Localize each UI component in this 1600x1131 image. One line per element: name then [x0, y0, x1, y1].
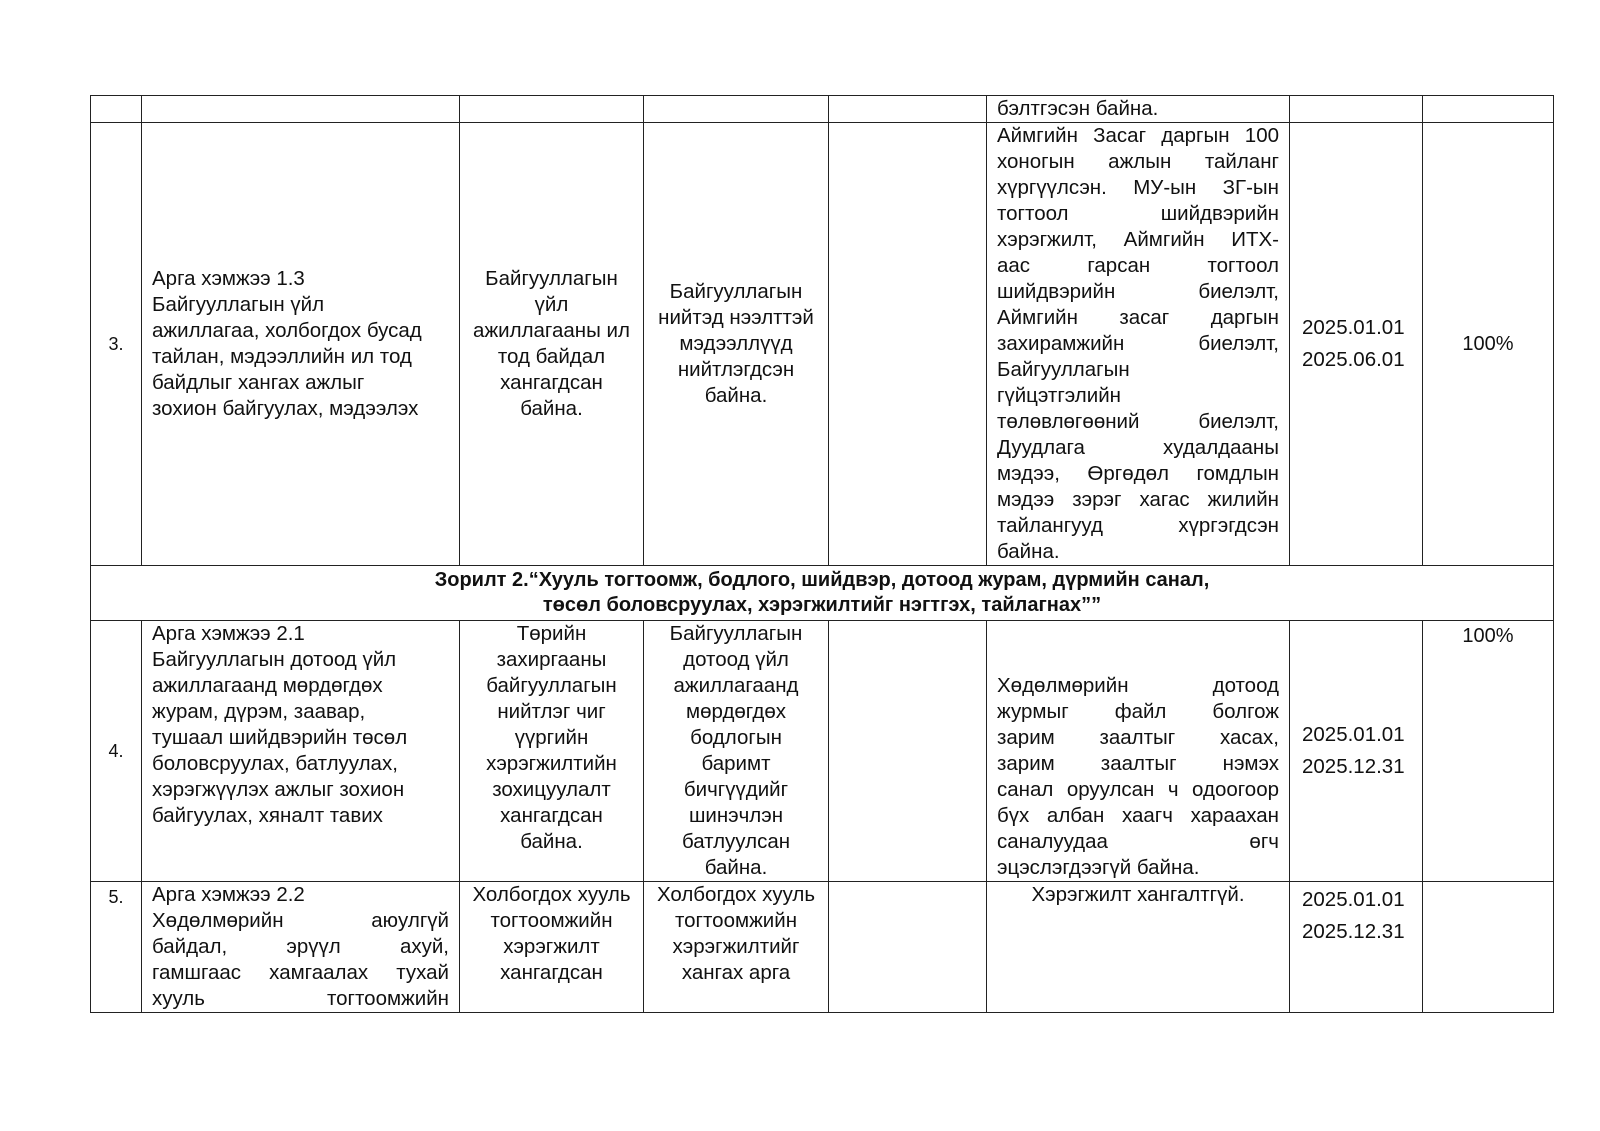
percent-cell: 100%: [1423, 123, 1554, 566]
expected-result-cell: Төрийн захиргааны байгууллагын нийтлэг чиг үүргийн хэрэгжилтийн зохицуулалт хангагдсан байна.: [460, 621, 644, 882]
table-row-5: [91, 882, 1554, 1013]
action-line: байдал, эрүүл ахуй,: [152, 935, 449, 958]
cell-criteria: [644, 96, 829, 123]
row-number: 5.: [91, 882, 142, 1013]
cell-number: [91, 96, 142, 123]
performance-line: Хөдөлмөрийн дотоод: [997, 674, 1279, 697]
row-number: 3.: [91, 123, 142, 566]
goal-title-line2: төсөл боловсруулах, хэрэгжилтийг нэгтгэх, тайлагнах”: [542, 594, 1092, 616]
action-line: байгуулах, хяналт тавих: [152, 804, 383, 827]
date-cell: [1290, 621, 1423, 882]
performance-line: мэдээ, Өргөдөл гомдлын: [997, 462, 1279, 485]
performance-line: журмыг файл болгож: [997, 700, 1279, 723]
performance-line: Аймгийн Засаг даргын 100: [997, 124, 1279, 147]
table-row-4: [91, 621, 1554, 882]
table-row-continuation: [91, 96, 1554, 123]
action-line: хэрэгжүүлэх ажлыг зохион: [152, 778, 405, 801]
performance-line: тогтоол шийдвэрийн: [997, 202, 1279, 225]
date-end: 2025.06.01: [1302, 348, 1405, 371]
performance-line: саналуудаа өгч: [997, 830, 1279, 853]
goal-title-line1: “Хууль тогтоомж, бодлого, шийдвэр, дотоод журам, дүрмийн санал,: [528, 569, 1210, 591]
action-cell: [142, 621, 460, 882]
date-end: 2025.12.31: [1302, 920, 1405, 943]
action-line: Байгууллагын үйл: [152, 293, 325, 316]
performance-line: гүйцэтгэлийн: [997, 384, 1121, 407]
performance-line: Аймгийн засаг даргын: [997, 306, 1279, 329]
plan-table: [90, 95, 1554, 1013]
expected-result-cell: Байгууллагын үйл ажиллагааны ил тод байдал хангагдсан байна.: [460, 123, 644, 566]
performance-line: зарим заалтыг хасах,: [997, 726, 1279, 749]
percent-cell: [1423, 882, 1554, 1013]
performance-line: байна.: [997, 540, 1060, 563]
goal-heading: [91, 566, 1554, 621]
table-row-3: [91, 123, 1554, 566]
date-cell: [1290, 882, 1423, 1013]
performance-line: тайлангууд хүргэгдсэн: [997, 514, 1279, 537]
action-line: Арга хэмжээ 2.1: [152, 622, 305, 645]
action-cell: [142, 123, 460, 566]
performance-line: төлөвлөгөөний биелэлт,: [997, 410, 1279, 433]
performance-line: бүх албан хаагч хараахан: [997, 804, 1279, 827]
action-line: Байгууллагын дотоод үйл: [152, 648, 397, 671]
action-line: журам, дүрэм, заавар,: [152, 700, 366, 723]
action-line: зохион байгуулах, мэдээлэх: [152, 397, 419, 420]
date-cell: [1290, 123, 1423, 566]
percent-cell: 100%: [1423, 621, 1554, 882]
performance-line: эцэслэгдээгүй байна.: [997, 856, 1200, 879]
performance-line: захирамжийн биелэлт,: [997, 332, 1279, 355]
performance-line: аас гарсан тогтоол: [997, 254, 1279, 277]
action-line: ажиллагаа, холбогдох бусад: [152, 319, 422, 342]
criteria-cell: Холбогдох хууль тогтоомжийн хэрэгжилтийг хангах арга: [644, 882, 829, 1013]
goal-heading-row: [91, 566, 1554, 621]
action-line: боловсруулах, батлуулах,: [152, 752, 398, 775]
goal-suffix: ”: [1091, 594, 1102, 616]
action-line: тайлан, мэдээллийн ил тод: [152, 345, 412, 368]
performance-cell: [987, 621, 1290, 882]
row-number: 4.: [91, 621, 142, 882]
performance-line: зарим заалтыг нэмэх: [997, 752, 1279, 775]
budget-cell: [829, 621, 987, 882]
performance-line: Байгууллагын: [997, 358, 1130, 381]
date-end: 2025.12.31: [1302, 755, 1405, 778]
action-line: ажиллагаанд мөрдөгдөх: [152, 674, 383, 697]
goal-prefix: Зорилт 2.: [434, 569, 529, 591]
performance-line: Дуудлага худалдааны: [997, 436, 1279, 459]
date-start: 2025.01.01: [1302, 888, 1405, 911]
criteria-cell: Байгууллагын нийтэд нээлттэй мэдээллүүд нийтлэгдсэн байна.: [644, 123, 829, 566]
performance-cell: [987, 123, 1290, 566]
cell-date: [1290, 96, 1423, 123]
cell-expected: [460, 96, 644, 123]
budget-cell: [829, 123, 987, 566]
cell-performance: бэлтгэсэн байна.: [987, 96, 1290, 123]
action-line: хууль тогтоомжийн: [152, 987, 449, 1010]
performance-line: мэдээ зэрэг хагас жилийн: [997, 488, 1279, 511]
date-start: 2025.01.01: [1302, 723, 1405, 746]
action-line: Арга хэмжээ 2.2: [152, 883, 305, 906]
expected-result-cell: Холбогдох хууль тогтоомжийн хэрэгжилт хангагдсан: [460, 882, 644, 1013]
performance-line: хэрэгжилт, Аймгийн ИТХ-: [997, 228, 1279, 251]
performance-line: шийдвэрийн биелэлт,: [997, 280, 1279, 303]
action-line: байдлыг хангах ажлыг: [152, 371, 365, 394]
budget-cell: [829, 882, 987, 1013]
performance-line: хүргүүлсэн. МУ-ын ЗГ-ын: [997, 176, 1279, 199]
criteria-cell: Байгууллагын дотоод үйл ажиллагаанд мөрдөгдөх бодлогын баримт бичгүүдийг шинэчлэн батлуулсан байна.: [644, 621, 829, 882]
cell-percent: [1423, 96, 1554, 123]
action-line: гамшгаас хамгаалах тухай: [152, 961, 449, 984]
action-cell: [142, 882, 460, 1013]
performance-line: хоногын ажлын тайланг: [997, 150, 1279, 173]
performance-line: санал оруулсан ч одоогоор: [997, 778, 1279, 801]
cell-budget: [829, 96, 987, 123]
cell-action: [142, 96, 460, 123]
date-start: 2025.01.01: [1302, 316, 1405, 339]
action-line: Арга хэмжээ 1.3: [152, 267, 305, 290]
action-line: Хөдөлмөрийн аюулгүй: [152, 909, 449, 932]
performance-cell: Хэрэгжилт хангалтгүй.: [987, 882, 1290, 1013]
action-line: тушаал шийдвэрийн төсөл: [152, 726, 408, 749]
